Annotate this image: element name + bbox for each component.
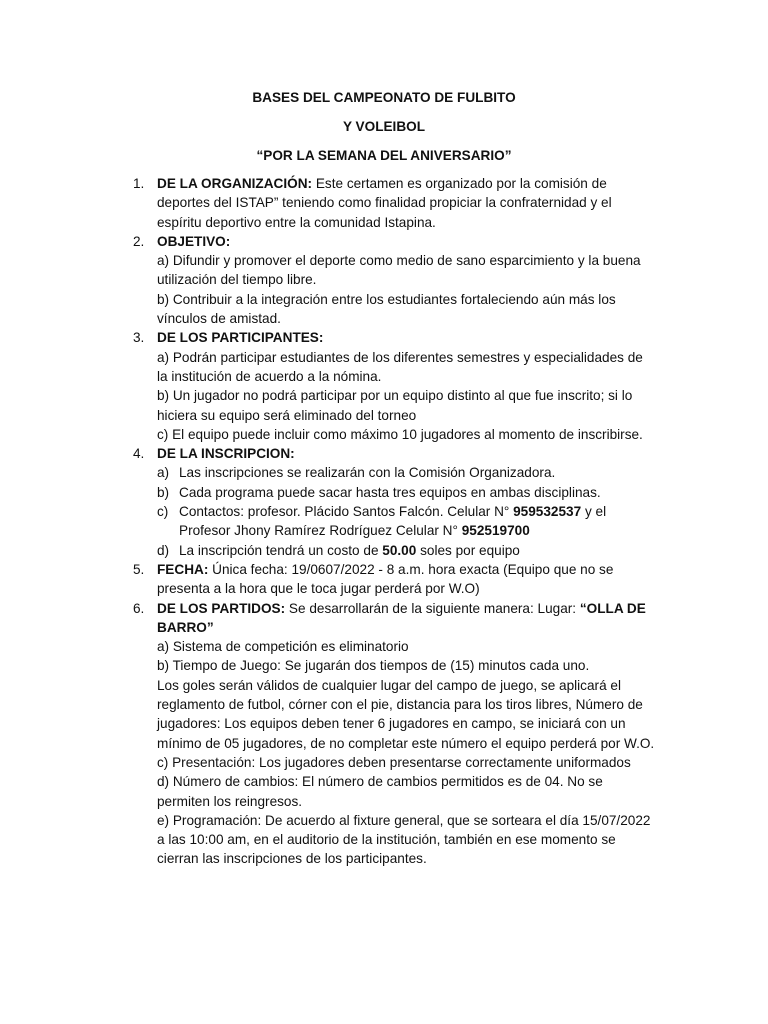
section-number: 6. — [133, 600, 145, 616]
section-heading: DE LOS PARTICIPANTES: — [157, 330, 324, 346]
section-objetivo — [133, 232, 657, 328]
objetivo-b: b) Contribuir a la integración entre los estudiantes fortaleciendo aún más los vínculos de amistad. — [157, 291, 616, 327]
section-heading: OBJETIVO: — [157, 233, 231, 249]
objetivo-a: a) Difundir y promover el deporte como medio de sano esparcimiento y la buena utilización del tiempo libre. — [157, 253, 641, 288]
item-text: soles por equipo — [416, 542, 520, 558]
section-organizacion — [133, 174, 657, 232]
partidos-c: c) Presentación: Los jugadores deben presentarse correctamente uniformados — [157, 754, 631, 770]
section-heading: FECHA: — [157, 561, 209, 577]
section-heading-line — [157, 232, 657, 251]
partidos-b: b) Tiempo de Juego: Se jugarán dos tiempos de (15) minutos cada uno. — [157, 658, 590, 674]
section-paragraph — [157, 599, 657, 638]
section-number: 5. — [133, 561, 145, 577]
inscripcion-d — [157, 541, 657, 560]
item-text: Contactos: profesor. Plácido Santos Falcón. Celular N° — [179, 504, 514, 520]
section-number: 1. — [133, 176, 145, 191]
place-name: “OLLA DE BARRO” — [157, 600, 646, 635]
phone-number-2: 952519700 — [461, 523, 530, 539]
item-text: y el Profesor Jhony Ramírez Rodríguez Celular N° — [179, 504, 607, 539]
cost-amount: 50.00 — [382, 542, 417, 558]
section-participantes — [133, 328, 657, 444]
partidos-b-detail: Los goles serán válidos de cualquier lugar del campo de juego, se aplicará el reglamento de futbol, córner con el pie, distancia para los tiros libres, Número de jugadores: Los equipos deben tener 6 jugadores en campo, se iniciará con un mínimo de 05 jugadores, de no completar este número el equipo perderá por W.O. — [157, 677, 655, 751]
section-partidos — [133, 599, 657, 869]
title-line-3: “POR LA SEMANA DEL ANIVERSARIO” — [256, 148, 512, 163]
item-letter: c) — [157, 504, 169, 520]
partidos-d: d) Número de cambios: El número de cambios permitidos es de 04. No se permiten los reingresos. — [157, 774, 603, 809]
item-text: La inscripción tendrá un costo de — [179, 542, 383, 558]
section-inscripcion — [133, 444, 657, 560]
section-heading-line — [157, 444, 657, 463]
section-text: Única fecha: 19/0607/2022 - 8 a.m. hora exacta (Equipo que no se presenta a la hora que le toca jugar perderá por W.O) — [157, 561, 614, 597]
section-text: Se desarrollarán de la siguiente manera: Lugar: — [285, 600, 580, 616]
inscripcion-b — [157, 483, 657, 502]
section-number: 4. — [133, 446, 145, 462]
section-heading: DE LA INSCRIPCION: — [157, 446, 295, 462]
section-heading: DE LA ORGANIZACIÓN: — [157, 176, 313, 191]
partidos-e: e) Programación: De acuerdo al fixture general, que se sorteara el día 15/07/2022 a las 10:00 am, en el auditorio de la institución, también en ese momento se cierran las inscripciones de los participantes. — [157, 812, 651, 867]
section-number: 3. — [133, 330, 145, 346]
section-paragraph — [157, 174, 657, 232]
document-body — [133, 174, 657, 869]
item-letter: b) — [157, 484, 170, 500]
title-line-1: BASES DEL CAMPEONATO DE FULBITO — [252, 90, 516, 105]
participantes-b: b) Un jugador no podrá participar por un equipo distinto al que fue inscrito; si lo hiciera su equipo será eliminado del torneo — [157, 388, 633, 423]
section-paragraph — [157, 560, 657, 599]
section-text: Este certamen es organizado por la comisión de deportes del ISTAP” teniendo como finalidad propiciar la confraternidad y el espíritu deportivo entre la comunidad Istapina. — [157, 176, 612, 230]
section-fecha — [133, 560, 657, 599]
phone-number-1: 959532537 — [513, 504, 582, 520]
item-text: Cada programa puede sacar hasta tres equipos en ambas disciplinas. — [179, 484, 601, 500]
partidos-a: a) Sistema de competición es eliminatorio — [157, 639, 409, 655]
participantes-a: a) Podrán participar estudiantes de los diferentes semestres y especialidades de la institución de acuerdo a la nómina. — [157, 349, 643, 384]
section-heading: DE LOS PARTIDOS: — [157, 600, 286, 616]
inscripcion-a — [157, 463, 657, 482]
section-number: 2. — [133, 233, 145, 249]
inscripcion-c — [157, 502, 657, 541]
item-letter: d) — [157, 542, 170, 558]
section-heading-line — [157, 328, 657, 347]
title-line-2: Y VOLEIBOL — [342, 119, 426, 134]
participantes-c: c) El equipo puede incluir como máximo 10 jugadores al momento de inscribirse. — [157, 426, 643, 442]
item-text: Las inscripciones se realizarán con la Comisión Organizadora. — [179, 465, 556, 481]
item-letter: a) — [157, 465, 170, 481]
